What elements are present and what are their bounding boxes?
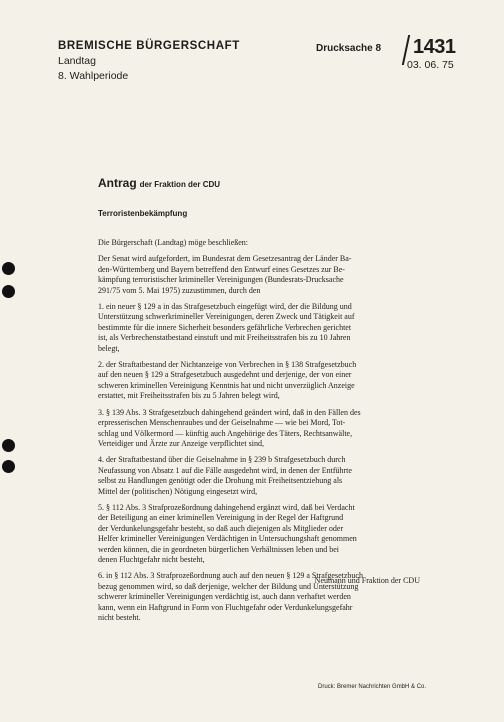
punch-hole: [2, 439, 15, 452]
text-line: nicht besteht.: [98, 613, 141, 622]
text-line: 3. § 139 Abs. 3 Strafgesetzbuch dahingehend geändert wird, daß in den Fällen des: [98, 407, 361, 417]
text-line: 4. der Straftatbestand über die Geiselnahme in § 239 b Strafgesetzbuch durch: [98, 455, 346, 465]
text-line: kämpfung terroristischer krimineller Vereinigungen (Bundesrats-Drucksache: [98, 275, 344, 285]
motion-heading: [98, 176, 220, 190]
text-line: 2. der Straftatbestand der Nichtanzeige von Verbrechen in § 138 Strafgesetzbuch: [98, 360, 357, 370]
motion-item-4: [98, 455, 420, 497]
text-line: belegt,: [98, 343, 120, 353]
motion-label: Antrag: [98, 176, 137, 190]
text-line: Neufassung von Absatz 1 auf die Fälle ausgedehnt wird, in denen der Entführte: [98, 465, 352, 475]
punch-hole: [2, 285, 15, 298]
signature: Neumann und Fraktion der CDU: [314, 576, 420, 585]
motion-item-5: [98, 503, 420, 565]
punch-hole: [2, 460, 15, 473]
text-line: der Verdunkelungsgefahr besteht, so daß auch diejenigen als Mitglieder oder: [98, 523, 344, 533]
text-line: werden können, die in geordneten bürgerlichen Verhältnissen leben und bei: [98, 544, 339, 554]
text-line: kann, wenn ein Haftgrund in Form von Fluchtgefahr oder Verdunkelungsgefahr: [98, 602, 353, 612]
text-line: denen Fluchtgefahr nicht besteht,: [98, 554, 205, 564]
motion-body: [98, 238, 420, 629]
text-line: ist, als Verbrechenstatbestand einstuft und mit Freiheitsstrafen bis zu 10 Jahren: [98, 333, 351, 343]
text-line: Mittel der (politischen) Nötigung eingesetzt wird,: [98, 486, 258, 496]
text-line: Unterstützung schwerkrimineller Vereinigungen, deren Zweck und Tätigkeit auf: [98, 312, 355, 322]
drucksache-number: 1431: [413, 36, 456, 58]
text-line: 1. ein neuer § 129 a in das Strafgesetzbuch eingefügt wird, der die Bildung und: [98, 302, 352, 312]
text-line: Verteidiger und Ärzte zur Anzeige verpflichtet sind,: [98, 438, 264, 448]
text-line: 5. § 112 Abs. 3 Strafprozeßordnung dahingehend ergänzt wird, daß bei Verdacht: [98, 502, 355, 512]
drucksache-label: Drucksache 8: [316, 43, 382, 54]
text-line: selbst zu Handlungen genötigt oder die Drohung mit Freiheitsentziehung als: [98, 476, 343, 486]
document-date: 03. 06. 75: [407, 59, 454, 71]
text-line: den-Württemberg und Bayern betreffend den Entwurf eines Gesetzes zur Be-: [98, 264, 345, 274]
text-line: schwerer krimineller Vereinigungen verdächtig ist, auch dann verhaftet werden: [98, 592, 351, 602]
motion-item-1: [98, 302, 420, 354]
motion-faction: der Fraktion der CDU: [139, 180, 221, 189]
text-line: bestimmte für die innere Sicherheit besonders gefährliche Verbrechen gerichtet: [98, 322, 352, 332]
text-line: 291/75 vom 5. Mai 1975) zuzustimmen, durch den: [98, 285, 261, 295]
chamber-name: Landtag: [58, 55, 96, 67]
legislative-period: 8. Wahlperiode: [58, 70, 129, 82]
text-line: erstattet, mit Freiheitsstrafen bis zu 5 Jahren belegt wird,: [98, 391, 280, 401]
senate-paragraph: [98, 254, 420, 296]
text-line: auf den neuen § 129 a Strafgesetzbuch ausgedehnt und derjenige, der von einer: [98, 370, 352, 380]
motion-item-2: [98, 360, 420, 402]
text-line: bezug genommen wird, so daß derjenige, welcher der Bildung und Unterstützung: [98, 581, 359, 591]
punch-hole: [2, 262, 15, 275]
text-line: der Beteiligung an einer kriminellen Vereinigung in der Regel der Haftgrund: [98, 513, 344, 523]
motion-item-3: [98, 408, 420, 450]
parliament-name: BREMISCHE BÜRGERSCHAFT: [58, 40, 240, 52]
text-line: Der Senat wird aufgefordert, im Bundesrat dem Gesetzesantrag der Länder Ba-: [98, 254, 352, 264]
text-line: 6. in § 112 Abs. 3 Strafprozeßordnung auch auf den neuen § 129 a Strafgesetzbuch: [98, 571, 363, 581]
intro-paragraph: Die Bürgerschaft (Landtag) möge beschließen:: [98, 238, 249, 247]
printer-note: Druck: Bremer Nachrichten GmbH & Co.: [318, 684, 427, 690]
text-line: schlag und Völkermord — künftig auch Angehörige des Täters, Rechtsanwälte,: [98, 428, 353, 438]
text-line: schweren kriminellen Vereinigung Kenntnis hat und nicht unverzüglich Anzeige: [98, 380, 355, 390]
text-line: erpresserischen Menschenraubes und der Geiselnahme — wie bei Mord, Tot-: [98, 418, 346, 428]
motion-topic: Terroristenbekämpfung: [98, 209, 188, 218]
text-line: Helfer krimineller Vereinigungen Verdächtigen in Untersuchungshaft genommen: [98, 534, 357, 544]
